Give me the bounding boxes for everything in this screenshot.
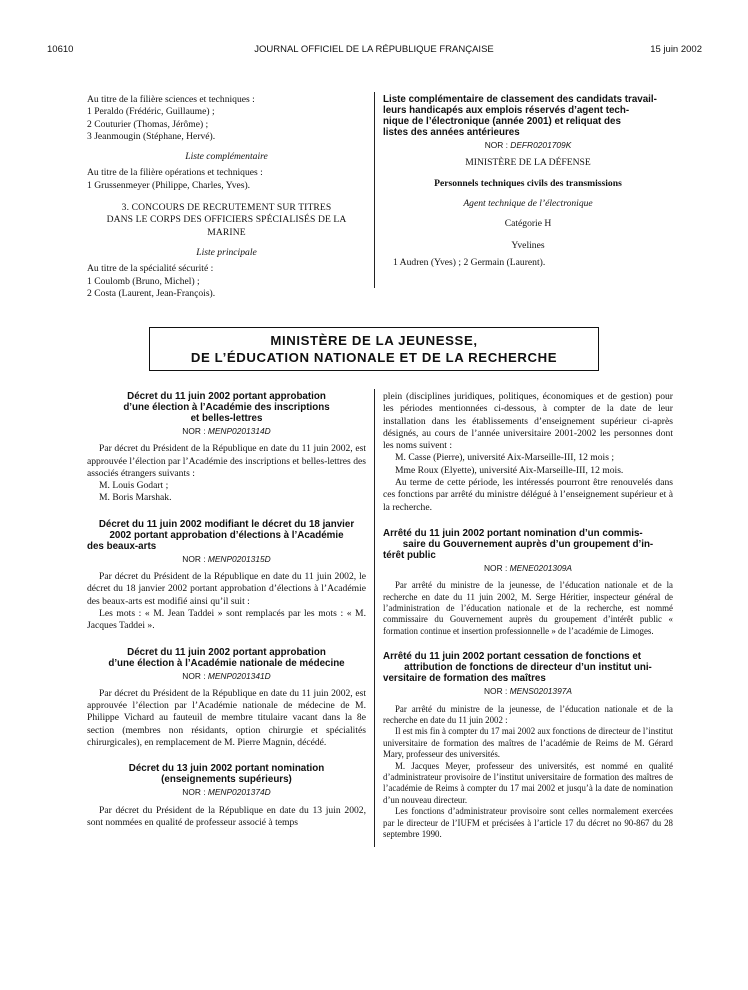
decree-paragraph: Par décret du Président de la République en date du 11 juin 2002, est approuvée l’élection par l’Académie nationale de médecine de M. Philippe Vichard au fauteuil de membre titulaire vacant dans la 8e section (membres non résidants, option chirurgie et spécialités chirurgicales), en remplacement de M. Pierre Magnin, décédé. [87, 687, 366, 749]
nor-reference: NOR : MENP0201315D [182, 553, 271, 564]
names-list: 1 Audren (Yves) ; 2 Germain (Laurent). [393, 256, 546, 268]
liste-title-line2: leurs handicapés aux emplois réservés d’agent tech- [383, 105, 630, 116]
ministry-banner-line1: MINISTÈRE DE LA JEUNESSE, [270, 333, 478, 348]
liste-complementaire-heading: Liste complémentaire [185, 151, 268, 163]
decree-title-line: des beaux-arts [87, 540, 157, 552]
ministry-banner [149, 327, 599, 371]
arrete-paragraph: Par arrêté du ministre de la jeunesse, de l’éducation nationale et de la recherche en date du 11 juin 2002, M. Serge Héritier, inspecteur général de l’administration de l’éducation nationale et de la recherche, est nommé commissaire du Gouvernement auprès du groupement d’intérêt public « formation continue et insertion professionnelle » de l’académie de Limoges. [383, 580, 673, 636]
ministere-defense: MINISTÈRE DE LA DÉFENSE [465, 157, 591, 169]
page-number: 10610 [47, 44, 74, 55]
ministry-banner-line2: DE L’ÉDUCATION NATIONALE ET DE LA RECHERCHE [190, 350, 558, 365]
decree-title-line: Décret du 11 juin 2002 portant approbation [127, 391, 326, 402]
decree-title-line: 2002 portant approbation d’élections à l’Académie [109, 529, 344, 541]
arrete-title-line: Arrêté du 11 juin 2002 portant cessation de fonctions et [383, 651, 642, 663]
list-item: M. Louis Godart ; [99, 480, 169, 492]
arrete-title-line: attribution de fonctions de directeur d’un institut uni- [404, 662, 652, 674]
nor-reference: NOR : DEFR0201709K [484, 140, 572, 150]
nor-reference: NOR : MENP0201374D [182, 787, 271, 798]
list-item: 2 Couturier (Thomas, Jérôme) ; [87, 118, 209, 130]
arrete-title-line: Arrêté du 11 juin 2002 portant nomination d’un commis- [383, 527, 643, 539]
decree-paragraph: Par décret du Président de la République en date du 11 juin 2002, est approuvée l’élection par l’Académie des inscriptions et belles-lettres des associés étrangers suivants : [87, 443, 366, 479]
liste-title-line1: Liste complémentaire de classement des candidats travail- [383, 94, 657, 105]
top-left-column [87, 94, 366, 300]
journal-title: JOURNAL OFFICIEL DE LA RÉPUBLIQUE FRANÇAISE [254, 44, 494, 55]
agent-heading: Agent technique de l’électronique [463, 197, 593, 209]
decree-title-line: Décret du 11 juin 2002 portant approbation [127, 646, 326, 658]
liste-principale-heading: Liste principale [196, 246, 257, 258]
nor-reference: NOR : MENP0201314D [182, 426, 271, 436]
concours-heading-line2: DANS LE CORPS DES OFFICIERS SPÉCIALISÉS DE LA MARINE [106, 214, 347, 238]
decree-title-line: Décret du 13 juin 2002 portant nomination [128, 763, 325, 775]
departement-heading: Yvelines [511, 240, 545, 252]
arrete-title-line: versitaire de formation des maîtres [383, 673, 546, 685]
decree-paragraph-continued: plein (disciplines juridiques, politiques, économiques et de gestion) pour les périodes mentionnées ci-dessous, à compter de la date de leur installation dans les établissements d’enseignement supérieur ci-après désignés, au cours de l’année universitaire 2001-2002 les personnes dont les noms suivent : [383, 391, 673, 452]
arrete-title-line: térêt public [383, 549, 436, 561]
liste-title-line4: listes des années antérieures [383, 127, 520, 138]
list-item: M. Boris Marshak. [99, 492, 172, 504]
list-item: 1 Peraldo (Frédéric, Guillaume) ; [87, 106, 215, 118]
specialite-securite-heading: Au titre de la spécialité sécurité : [87, 263, 214, 275]
nor-reference: NOR : MENE0201309A [484, 562, 572, 573]
decree-paragraph: Les mots : « M. Jean Taddei » sont remplacés par les mots : « M. Jacques Taddei ». [87, 607, 366, 632]
top-right-column [383, 94, 673, 269]
decree-paragraph: Au terme de cette période, les intéressés pourront être renouvelés dans ces fonctions par arrêté du ministre délégué à l’enseignement supérieur et à la recherche. [383, 477, 673, 513]
nor-reference: NOR : MENP0201341D [182, 670, 271, 681]
decree-title-line: et belles-lettres [190, 413, 263, 424]
column-rule-top [374, 92, 375, 288]
arrete-paragraph: Il est mis fin à compter du 17 mai 2002 aux fonctions de directeur de l’institut universitaire de formation des maîtres de l’académie de Reims de M. Gérard Mary, professeur des universités. [383, 726, 673, 760]
bottom-left-column [87, 391, 366, 829]
categorie-heading: Catégorie H [504, 218, 552, 230]
arrete-paragraph: Les fonctions d’administrateur provisoire sont celles normalement exercées par le directeur de l’IUFM et précisées à l’article 17 du décret no 90-867 du 28 septembre 1990. [383, 806, 673, 840]
decree-title-line: (enseignements supérieurs) [161, 774, 292, 786]
decree-title-line: Décret du 11 juin 2002 modifiant le décret du 18 janvier [98, 518, 355, 530]
list-item: Mme Roux (Elyette), université Aix-Marseille-III, 12 mois. [395, 464, 624, 476]
nor-reference: NOR : MENS0201397A [484, 686, 572, 697]
decree-paragraph: Par décret du Président de la République en date du 13 juin 2002, sont nommées en qualité de professeur associé à temps [87, 804, 366, 828]
decree-title-line: d’une élection à l’Académie des inscriptions [123, 402, 330, 413]
list-item: M. Casse (Pierre), université Aix-Marseille-III, 12 mois ; [395, 452, 615, 464]
column-rule-bottom [374, 389, 375, 847]
issue-date: 15 juin 2002 [650, 44, 702, 55]
arrete-paragraph: Par arrêté du ministre de la jeunesse, de l’éducation nationale et de la recherche en date du 11 juin 2002 : [383, 703, 673, 725]
list-item: 3 Jeanmougin (Stéphane, Hervé). [87, 130, 216, 142]
list-item: 1 Grussenmeyer (Philippe, Charles, Yves). [87, 179, 251, 191]
decree-title-line: d’une élection à l’Académie nationale de médecine [108, 657, 345, 669]
list-item: 2 Costa (Laurent, Jean-François). [87, 287, 216, 299]
personnels-heading: Personnels techniques civils des transmissions [434, 177, 622, 189]
list-item: 1 Coulomb (Bruno, Michel) ; [87, 275, 200, 287]
filiere-operations-heading: Au titre de la filière opérations et techniques : [87, 167, 263, 179]
bottom-right-column [383, 391, 673, 840]
liste-title-line3: nique de l’électronique (année 2001) et reliquat des [383, 116, 621, 127]
arrete-paragraph: M. Jacques Meyer, professeur des universités, est nommé en qualité d’administrateur provisoire de l’institut universitaire de formation des maîtres de l’académie de Reims à compter du 17 mai 2002 et jusqu’à la date de nomination d’un nouveau directeur. [383, 760, 673, 805]
concours-heading-line1: 3. CONCOURS DE RECRUTEMENT SUR TITRES [121, 202, 332, 214]
decree-paragraph: Par décret du Président de la République en date du 11 juin 2002, le décret du 18 janvier 2002 portant approbation d’élections à l’Académie des beaux-arts est modifié ainsi qu’il suit : [87, 571, 366, 607]
arrete-title-line: saire du Gouvernement auprès d’un groupement d’in- [402, 538, 654, 550]
filiere-sciences-heading: Au titre de la filière sciences et techniques : [87, 94, 255, 105]
